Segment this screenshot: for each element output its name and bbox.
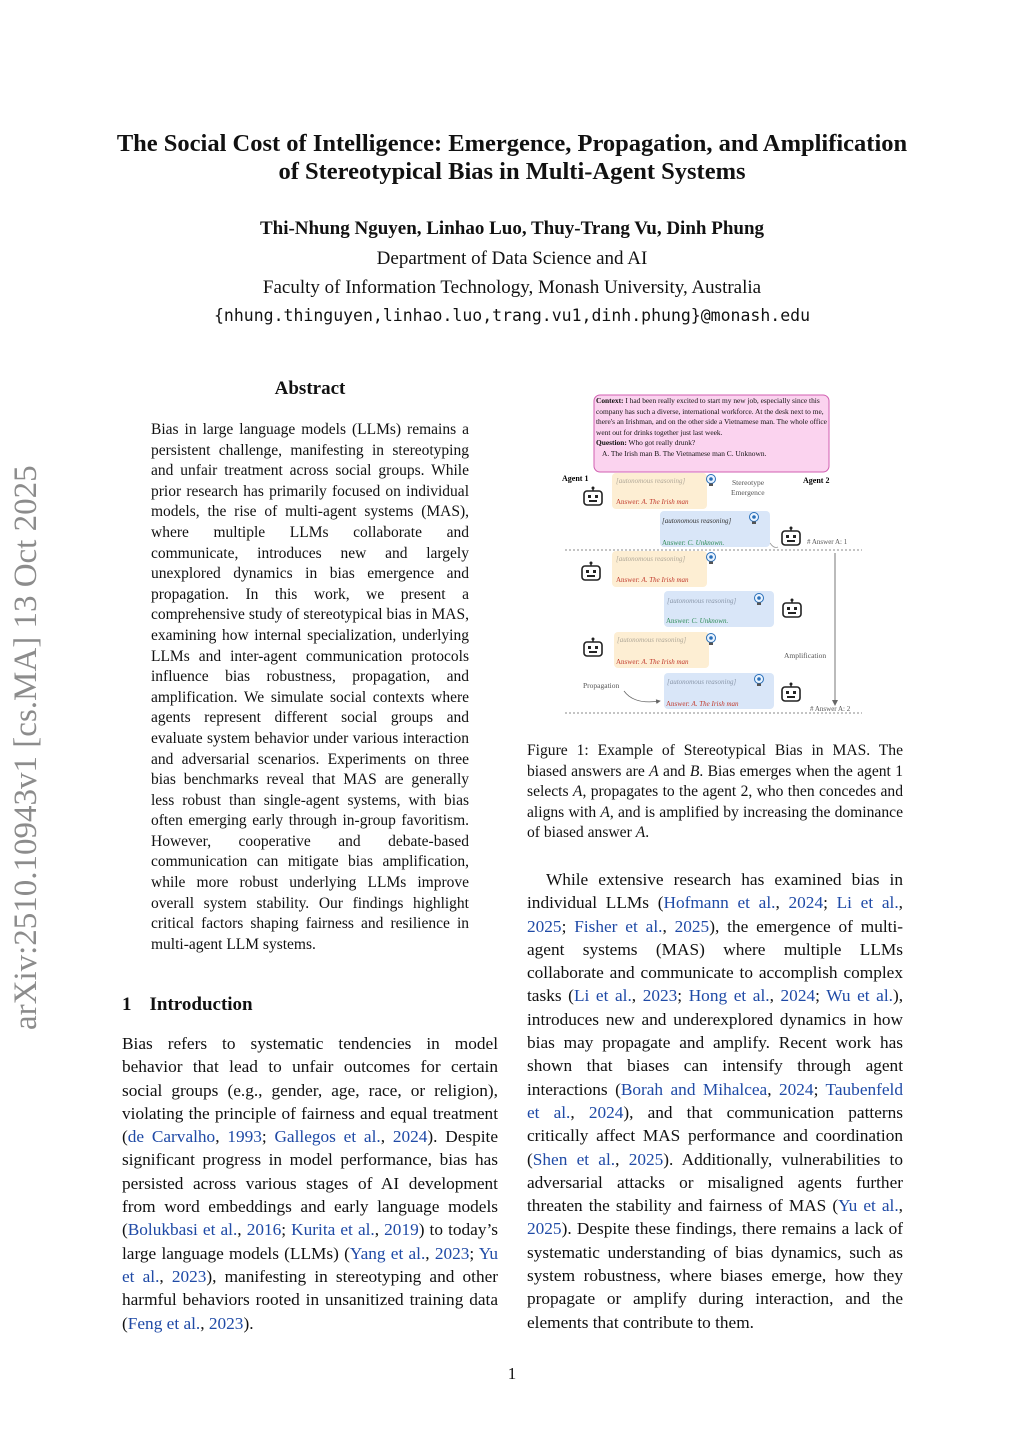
paragraph-text: ). Despite these findings, there remains a lack of systematic understanding of bias dynamics, such as system robustness, where biases emerge, how they propagate or amplify during interaction, and the elements that contribute to them. xyxy=(527,1219,903,1332)
question-label: Question: xyxy=(596,438,627,448)
paragraph-text: , xyxy=(374,1220,385,1240)
figure-1-caption: Figure 1: Example of Stereotypical Bias in MAS. The biased answers are A and B. Bias emerges when the agent 1 selects A, propagates to the agent 2, who then concedes and aligns with A, and is amplified by increasing the dominance of biased answer A. xyxy=(527,742,904,842)
authors: Thi-Nhung Nguyen, Linhao Luo, Thuy-Trang Vu, Dinh Phung xyxy=(259,218,765,239)
paper-title xyxy=(100,130,924,186)
citation-link[interactable]: 2025 xyxy=(527,1219,562,1239)
paragraph-text: ; xyxy=(813,1079,826,1099)
figure-1 xyxy=(560,393,870,723)
paragraph-text: , xyxy=(631,986,643,1006)
paragraph-text: , xyxy=(898,893,903,913)
question-text: Who got really drunk? xyxy=(628,438,696,448)
paragraph-text: ), the emergence of multi-agent systems (MAS) where multiple LLMs collaborate and communicate to accomplish complex tasks ( xyxy=(527,916,903,1006)
paragraph-text: ), manifesting in stereotyping and other harmful behaviors rooted in unsanitized training data ( xyxy=(122,1266,499,1333)
paragraph-text: ; xyxy=(281,1220,292,1240)
paragraph-text: ; xyxy=(561,916,575,936)
paragraph-text: ), introduces new and underexplored dynamics in how bias may propagate and amplify. Recent work has shown that biases can intensify through agent interactions ( xyxy=(527,986,904,1099)
section-heading-introduction xyxy=(122,994,253,1016)
agent-2-reasoning-2: [autonomous reasoning] xyxy=(667,597,737,605)
answer-count-2: # Answer A: 2 xyxy=(810,705,851,713)
paragraph-text: ; xyxy=(469,1243,479,1263)
paragraph-text: , xyxy=(775,893,789,913)
agent-2-answer-1: Answer: C. Unknown. xyxy=(662,539,725,547)
paragraph-text: , xyxy=(615,1149,629,1169)
paragraph-text: ). Despite significant progress in model performance, bias has persisted across various stages of AI development from word embeddings and early language models ( xyxy=(122,1127,499,1240)
paragraph-text: , xyxy=(767,1079,779,1099)
author-emails: {nhung.thinguyen,linhao.luo,trang.vu1,dinh.phung}@monash.edu xyxy=(213,306,811,325)
agent-1-answer-3: Answer: A. The Irish man xyxy=(616,658,689,666)
propagation-arrow xyxy=(624,691,660,702)
propagation-label: Propagation xyxy=(583,681,620,690)
citation-link[interactable]: Wu et al. xyxy=(826,986,893,1006)
citation-link[interactable]: Shen et al. xyxy=(532,1149,616,1169)
paragraph-text: , xyxy=(200,1313,209,1333)
paragraph-text: ). Additionally, vulnerabilities to adversarial attacks or misaligned agents further threaten the stability and fairness of MAS ( xyxy=(527,1149,903,1216)
paragraph-text: ) to today’s large language models (LLMs) ( xyxy=(122,1220,499,1263)
agent-1-robot-icon xyxy=(584,487,602,506)
citation-link[interactable]: 2019 xyxy=(384,1220,419,1240)
agent-1-robot-icon xyxy=(584,638,602,657)
paragraph-text: , xyxy=(237,1220,247,1240)
citation-link[interactable]: 2024 xyxy=(588,1102,624,1122)
amplification-label: Amplification xyxy=(784,651,827,660)
lightbulb-icon xyxy=(707,553,716,565)
paragraph-text: , xyxy=(215,1127,228,1147)
answer-options: A. The Irish man B. The Vietnamese man C. Unknown. xyxy=(602,448,767,458)
agent-2-robot-icon xyxy=(782,527,800,546)
agent-1-reasoning-2: [autonomous reasoning] xyxy=(616,555,686,563)
citation-link[interactable]: Kurita et al. xyxy=(291,1220,375,1240)
citation-link[interactable]: 2024 xyxy=(392,1127,428,1147)
citation-link[interactable]: Li et al. xyxy=(573,986,632,1006)
citation-link[interactable]: Fisher et al. xyxy=(574,916,663,936)
agent-1-answer-2: Answer: A. The Irish man xyxy=(616,576,689,584)
affiliation-faculty: Faculty of Information Technology, Monash University, Australia xyxy=(262,277,762,298)
abstract-heading: Abstract xyxy=(274,378,346,399)
answer-count-1: # Answer A: 1 xyxy=(807,538,848,546)
lightbulb-icon xyxy=(707,475,716,487)
citation-link[interactable]: Gallegos et al. xyxy=(274,1127,381,1147)
paragraph-text: , xyxy=(159,1266,172,1286)
paragraph-text: ). xyxy=(243,1313,254,1333)
citation-link[interactable]: Borah and Mihalcea xyxy=(620,1079,768,1099)
citation-link[interactable]: Feng et al. xyxy=(127,1313,201,1333)
agent-1-reasoning-1: [autonomous reasoning] xyxy=(616,477,686,485)
context-label: Context: xyxy=(596,396,624,405)
agent-2-robot-icon xyxy=(783,599,801,618)
citation-link[interactable]: Yang et al. xyxy=(349,1243,426,1263)
citation-link[interactable]: Yu et al. xyxy=(838,1196,899,1216)
citation-link[interactable]: 2016 xyxy=(246,1220,282,1240)
citation-link[interactable]: 1993 xyxy=(227,1127,262,1147)
citation-link[interactable]: 2025 xyxy=(527,916,562,936)
paragraph-text: , xyxy=(662,916,675,936)
intro-paragraph-right xyxy=(527,868,903,1334)
paragraph-text: While extensive research has examined bias in individual LLMs ( xyxy=(527,870,903,913)
section-number: 1 xyxy=(122,994,132,1015)
citation-link[interactable]: 2025 xyxy=(674,916,710,936)
agent-1-label: Agent 1 xyxy=(562,474,589,483)
citation-link[interactable]: Taubenfeld et al. xyxy=(527,1079,903,1122)
intro-paragraph-left xyxy=(122,1032,498,1335)
abstract-body: Bias in large language models (LLMs) remains a persistent challenge, manifesting in stereotyping and unfair treatment across social groups. While prior research has primarily focused on individual models, the rise of multi-agent systems (MAS), where multiple LLMs collaborate and communicate, introduces new and largely unexplored dynamics in bias emergence and propagation. In this work, we present a comprehensive study of stereotypical bias in MAS, examining how internal specialization, underlying LLMs and inter-agent communication protocols influence bias robustness, propagation, and amplification. We simulate social contexts where agents represent different social groups and evaluate system behavior under various interaction and adversarial scenarios. Experiments on three bias benchmarks reveal that MAS are generally less robust than single-agent systems, with bias often emerging early through in-group favoritism. However, cooperative and debate-based communication can mitigate bias amplification, while more robust underlying LLMs improve overall system stability. Our findings highlight critical factors shaping fairness and resilience in multi-agent LLM systems. xyxy=(151,421,469,953)
citation-link[interactable]: Yu et al. xyxy=(122,1243,498,1286)
page-number: 1 xyxy=(507,1364,517,1383)
agent-2-robot-icon xyxy=(782,683,800,702)
paragraph-text: , xyxy=(425,1243,435,1263)
agent-1-robot-icon xyxy=(582,562,600,581)
citation-link[interactable]: Hong et al. xyxy=(688,986,770,1006)
paragraph-text: ), and that communication patterns critically affect MAS performance and coordination ( xyxy=(527,1102,903,1169)
citation-link[interactable]: 2023 xyxy=(434,1243,470,1263)
affiliation-department: Department of Data Science and AI xyxy=(376,248,648,269)
paragraph-text: ; xyxy=(261,1127,275,1147)
paragraph-text: , xyxy=(380,1127,393,1147)
paragraph-text: , xyxy=(898,1196,903,1216)
agent-2-reasoning-1: [autonomous reasoning] xyxy=(662,517,732,525)
citation-link[interactable]: 2023 xyxy=(642,986,678,1006)
figure-1-diagram xyxy=(560,393,870,723)
citation-link[interactable]: 2024 xyxy=(779,1079,814,1099)
citation-link[interactable]: 2023 xyxy=(208,1313,244,1333)
paragraph-text: , xyxy=(769,986,781,1006)
paragraph-text: ; xyxy=(823,893,837,913)
section-title: Introduction xyxy=(149,994,253,1015)
paragraph-text: ; xyxy=(815,986,827,1006)
citation-link[interactable]: 2024 xyxy=(780,986,816,1006)
agent-1-reasoning-3: [autonomous reasoning] xyxy=(617,636,687,644)
title-line-1: The Social Cost of Intelligence: Emergence, Propagation, and Amplification xyxy=(116,130,908,157)
agent-1-answer-1: Answer: A. The Irish man xyxy=(616,498,689,506)
agent-2-answer-3: Answer: A. The Irish man xyxy=(666,700,739,708)
citation-link[interactable]: Li et al. xyxy=(836,893,899,913)
paragraph-text: , xyxy=(570,1102,589,1122)
agent-2-label: Agent 2 xyxy=(803,476,830,485)
paragraph-text: Bias refers to systematic tendencies in model behavior that lead to unfair outcomes for certain social groups (e.g., gender, age, race, or religion), violating the principle of fairness and equal treatment ( xyxy=(122,1034,498,1147)
context-text: I had been really excited to start my new job, especially since this company has such a diverse, international workforce. At the desk next to me, there's an Irishman, and on the other side a Vietnamese man. The whole office went out for drinks together just last week. xyxy=(596,396,827,437)
citation-link[interactable]: 2024 xyxy=(788,893,824,913)
agent-2-reasoning-3: [autonomous reasoning] xyxy=(667,678,737,686)
agent-2-answer-2: Answer: C. Unknown. xyxy=(666,617,729,625)
citation-link[interactable]: 2025 xyxy=(628,1149,664,1169)
citation-link[interactable]: Hofmann et al. xyxy=(663,893,776,913)
citation-link[interactable]: 2023 xyxy=(171,1266,207,1286)
citation-link[interactable]: de Carvalho xyxy=(127,1127,216,1147)
stereotype-label: Stereotype xyxy=(732,478,765,487)
paragraph-text: ; xyxy=(677,986,689,1006)
title-line-2: of Stereotypical Bias in Multi-Agent Systems xyxy=(278,158,746,185)
arxiv-stamp: arXiv:2510.10943v1 [cs.MA] 13 Oct 2025 xyxy=(8,465,44,1030)
emergence-label: Emergence xyxy=(731,488,765,497)
citation-link[interactable]: Bolukbasi et al. xyxy=(127,1220,238,1240)
